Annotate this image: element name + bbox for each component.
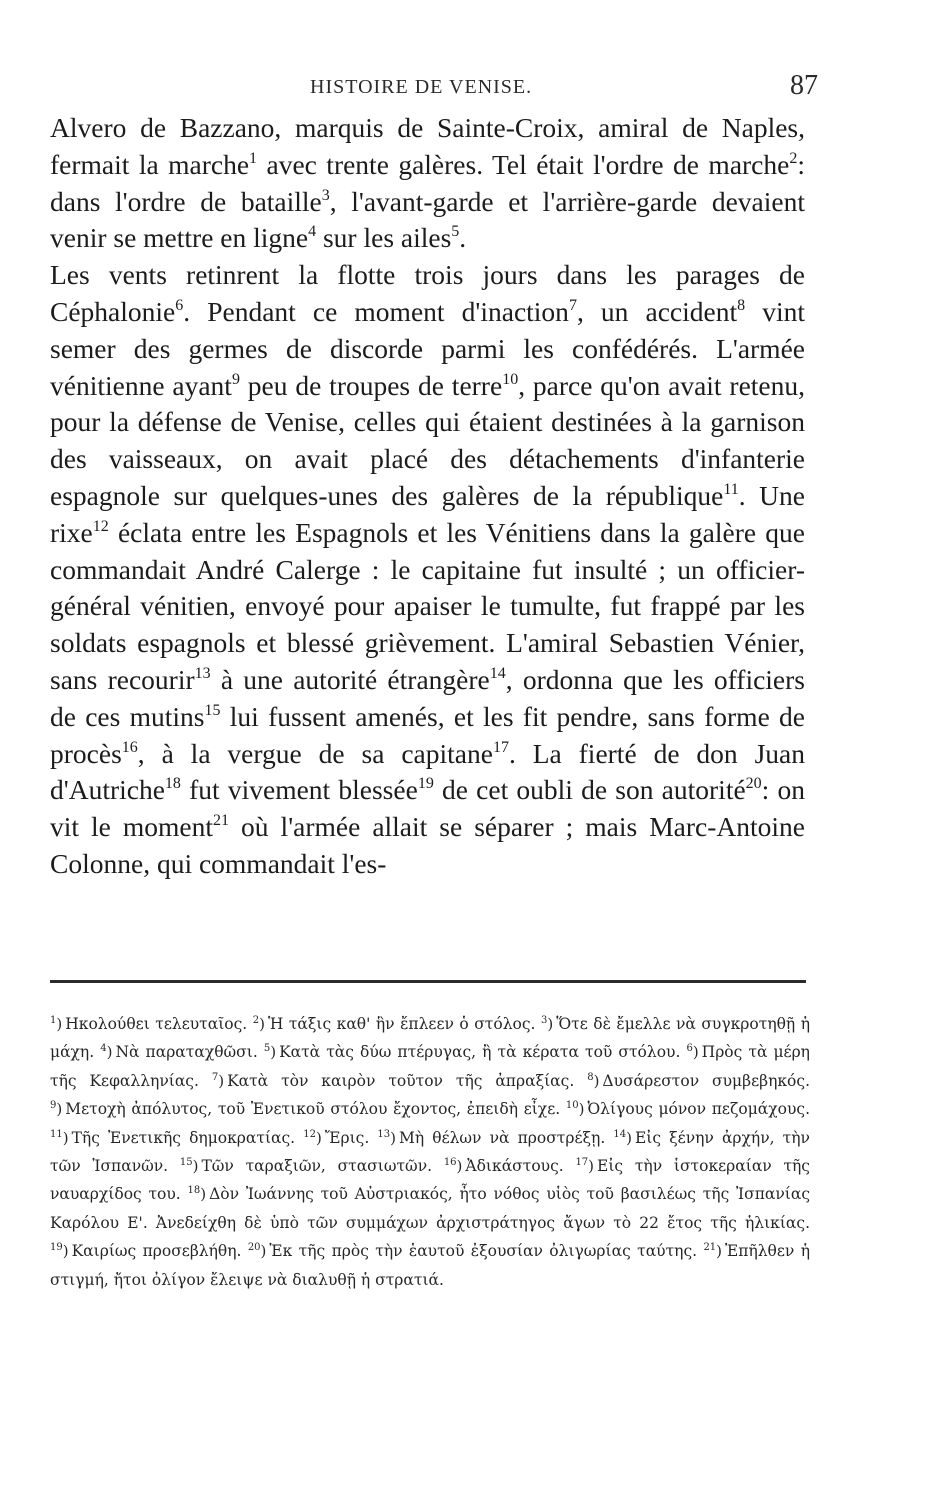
footnote-reference: 15 xyxy=(204,701,221,719)
body-text-segment: Alvero de Bazzano, marquis de Sainte-Croix, amiral de Naples, fermait la marche xyxy=(50,112,805,180)
body-text-segment: Les vents retinrent la flotte trois jours dans les parages de Céphalonie xyxy=(50,259,805,327)
footnote-text: Ἐπῆλθεν ἡ στιγμή, ἤτοι ὀλίγον ἔλειψε νὰ διαλυθῇ ἡ στρατιά. xyxy=(50,1242,810,1289)
body-text-segment: , ordonna que les officiers de ces mutins xyxy=(50,663,805,732)
footnote-number: $^{21}$ ) xyxy=(703,1242,725,1253)
body-paragraph xyxy=(50,257,805,883)
body-text-segment: , l'avant-garde et l'arrière-garde devaient venir se mettre en ligne xyxy=(50,185,805,254)
footnote-text: Ἡ τάξις καθ' ἣν ἔπλεεν ὁ στόλος. xyxy=(267,1015,536,1033)
footnote-number: $^5$ ) xyxy=(264,1043,279,1054)
footnote-text: Νὰ παραταχθῶσι. xyxy=(115,1043,258,1062)
footnote-reference: 17 xyxy=(492,738,509,756)
footnote-text: Κατὰ τὰς δύω πτέρυγας, ἢ τὰ κέρατα τοῦ στόλου. xyxy=(279,1043,681,1062)
footnote-number: $^9$ ) xyxy=(50,1100,65,1111)
footnote-reference: 3 xyxy=(321,186,330,204)
footnote-number: $^1$ ) xyxy=(50,1015,65,1026)
body-text-segment: . Pendant ce moment d'inaction xyxy=(183,295,569,327)
footnote-number: $^{17}$ ) xyxy=(575,1157,597,1168)
footnote-reference: 11 xyxy=(723,480,739,498)
footnote-reference: 8 xyxy=(737,296,746,314)
footnote-reference: 18 xyxy=(164,775,181,793)
footnote-number: $^3$ ) xyxy=(541,1015,556,1026)
body-text-segment: vint semer des germes de discorde parmi les confédérés. L'armée vénitienne ayant xyxy=(50,295,805,401)
footnote-number: $^8$ ) xyxy=(587,1072,602,1083)
body-text-segment: avec trente galères. Tel était l'ordre de marche xyxy=(257,148,790,180)
footnote-number: $^6$ ) xyxy=(686,1043,701,1054)
footnote-reference: 2 xyxy=(789,149,798,167)
footnote-text: Τῆς Ἐνετικῆς δημοκρατίας. xyxy=(71,1128,296,1147)
body-text xyxy=(50,110,805,883)
body-text-segment: . La fierté de don Juan d'Autriche xyxy=(50,737,805,806)
footnote-text: Ὀλίγους μόνον πεζομάχους. xyxy=(587,1100,810,1119)
body-text-segment: lui fussent amenés, et les fit pendre, sans forme de procès xyxy=(50,700,805,769)
body-text-segment: : on vit le moment xyxy=(50,774,806,843)
running-title: HISTOIRE DE VENISE. xyxy=(310,76,533,98)
footnote-text: Ἀδικάστους. xyxy=(465,1157,564,1176)
footnote-text: Ἔρις. xyxy=(324,1128,370,1147)
footnote-block xyxy=(50,1010,810,1294)
footnote-number: $^{18}$ ) xyxy=(188,1185,210,1196)
footnote-number: $^4$ ) xyxy=(100,1043,115,1054)
footnote-number: $^{20}$ ) xyxy=(248,1242,270,1253)
body-text-segment: . xyxy=(459,222,467,254)
footnote-reference: 4 xyxy=(308,223,317,241)
footnote-reference: 21 xyxy=(213,812,230,830)
footnote-number: $^{13}$ ) xyxy=(377,1129,399,1140)
footnote-number: $^{15}$ ) xyxy=(180,1157,202,1168)
footnote-reference: 7 xyxy=(568,296,577,314)
footnote-reference: 16 xyxy=(121,738,138,756)
footnote-number: $^{14}$ ) xyxy=(613,1129,635,1140)
body-paragraph xyxy=(50,110,805,257)
footnote-reference: 1 xyxy=(249,149,258,167)
footnote-text: Ηκολούθει τελευταῖος. xyxy=(65,1015,248,1033)
footnote-reference: 10 xyxy=(502,370,519,388)
footnote-text: Ἐκ τῆς πρὸς τὴν ἑαυτοῦ ἐξουσίαν ὀλιγωρίας ταύτης. xyxy=(269,1242,698,1261)
body-text-segment: sur les ailes xyxy=(316,222,452,254)
footnote-reference: 20 xyxy=(745,775,762,793)
footnote-text: Ὅτε δὲ ἔμελλε νὰ συγκροτηθῇ ἡ μάχη. xyxy=(50,1015,810,1062)
body-text-segment: fut vivement blessée xyxy=(180,774,418,806)
footnote-text: Πρὸς τὰ μέρη τῆς Κεφαλληνίας. xyxy=(50,1043,810,1090)
footnote-number: $^{16}$ ) xyxy=(444,1157,466,1168)
body-text-segment: de cet oubli de son autorité xyxy=(433,774,746,806)
footnote-reference: 13 xyxy=(194,664,211,682)
footnote-text: Μὴ θέλων νὰ προστρέξῃ. xyxy=(398,1128,606,1147)
footnote-reference: 19 xyxy=(417,775,434,793)
footnote-number: $^{19}$ ) xyxy=(50,1242,72,1253)
body-text-segment: peu de troupes de terre xyxy=(239,369,503,401)
footnote-number: $^7$ ) xyxy=(212,1072,227,1083)
body-text-segment: , parce qu'on avait retenu, pour la défense de Venise, celles qui étaient destinées à la garnison des vaisseaux, on avait placé des détachements d'infanterie espagnole sur quelques-unes des galères de la république xyxy=(50,369,805,511)
footnote-text: Δὸν Ἰωάννης τοῦ Αὐστριακός, ἦτο νόθος υἱὸς τοῦ βασιλέως τῆς Ἰσπανίας Καρόλου Ε'. Ἀνεδείχθη δὲ ὑπὸ τῶν συμμάχων ἀρχιστράτηγος ἄγων τὸ 22 ἔτος τῆς ἡλικίας. xyxy=(50,1185,810,1232)
footnote-number: $^{11}$ ) xyxy=(50,1129,72,1140)
footnote-text: Τῶν ταραξιῶν, στασιωτῶν. xyxy=(201,1157,433,1176)
footnote-number: $^{12}$ ) xyxy=(303,1129,325,1140)
footnote-text: Δυσάρεστον συμβεβηκός. xyxy=(602,1071,810,1090)
footnote-reference: 6 xyxy=(175,296,184,314)
footnote-reference: 9 xyxy=(231,370,240,388)
footnote-text: Εἰς ξένην ἀρχήν, τὴν τῶν Ἰσπανῶν. xyxy=(50,1128,810,1176)
body-text-segment: éclata entre les Espagnols et les Vénitiens dans la galère que commandait André Calerge : le capitaine fut insulté ; un officier-général vénitien, envoyé pour apaiser le tumulte, fut frappé par les soldats espagnols et blessé grièvement. L'amiral Sebastien Vénier, sans recourir xyxy=(50,516,805,695)
body-text-segment: , un accident xyxy=(576,295,738,327)
body-text-segment: . Une rixe xyxy=(50,479,805,548)
running-head xyxy=(52,68,818,108)
footnotes xyxy=(50,1010,810,1294)
footnote-reference: 12 xyxy=(92,517,109,535)
footnote-separator-rule xyxy=(50,980,806,983)
body-text-segment: à une autorité étrangère xyxy=(210,663,490,695)
body-text-segment: , à la vergue de sa capitane xyxy=(137,737,493,769)
footnote-number: $^2$ ) xyxy=(253,1015,268,1026)
footnote-reference: 14 xyxy=(489,664,506,682)
footnote-number: $^{10}$ ) xyxy=(566,1100,588,1111)
footnote-reference: 5 xyxy=(451,223,460,241)
footnote-text: Κατὰ τὸν καιρὸν τοῦτον τῆς ἀπραξίας. xyxy=(227,1071,575,1090)
body-text-segment: : dans l'ordre de bataille xyxy=(50,148,805,217)
footnote-text: Καιρίως προσεβλήθη. xyxy=(71,1242,242,1261)
footnote-text: Μετοχὴ ἀπόλυτος, τοῦ Ἐνετικοῦ στόλου ἔχοντος, ἐπειδὴ εἶχε. xyxy=(65,1100,561,1119)
footnote-text: Εἰς τὴν ἱστοκεραίαν τῆς ναυαρχίδος του. xyxy=(50,1157,810,1204)
page-number: 87 xyxy=(790,70,818,101)
body-text-segment: où l'armée allait se séparer ; mais Marc-Antoine Colonne, qui commandait l'es- xyxy=(50,811,805,879)
